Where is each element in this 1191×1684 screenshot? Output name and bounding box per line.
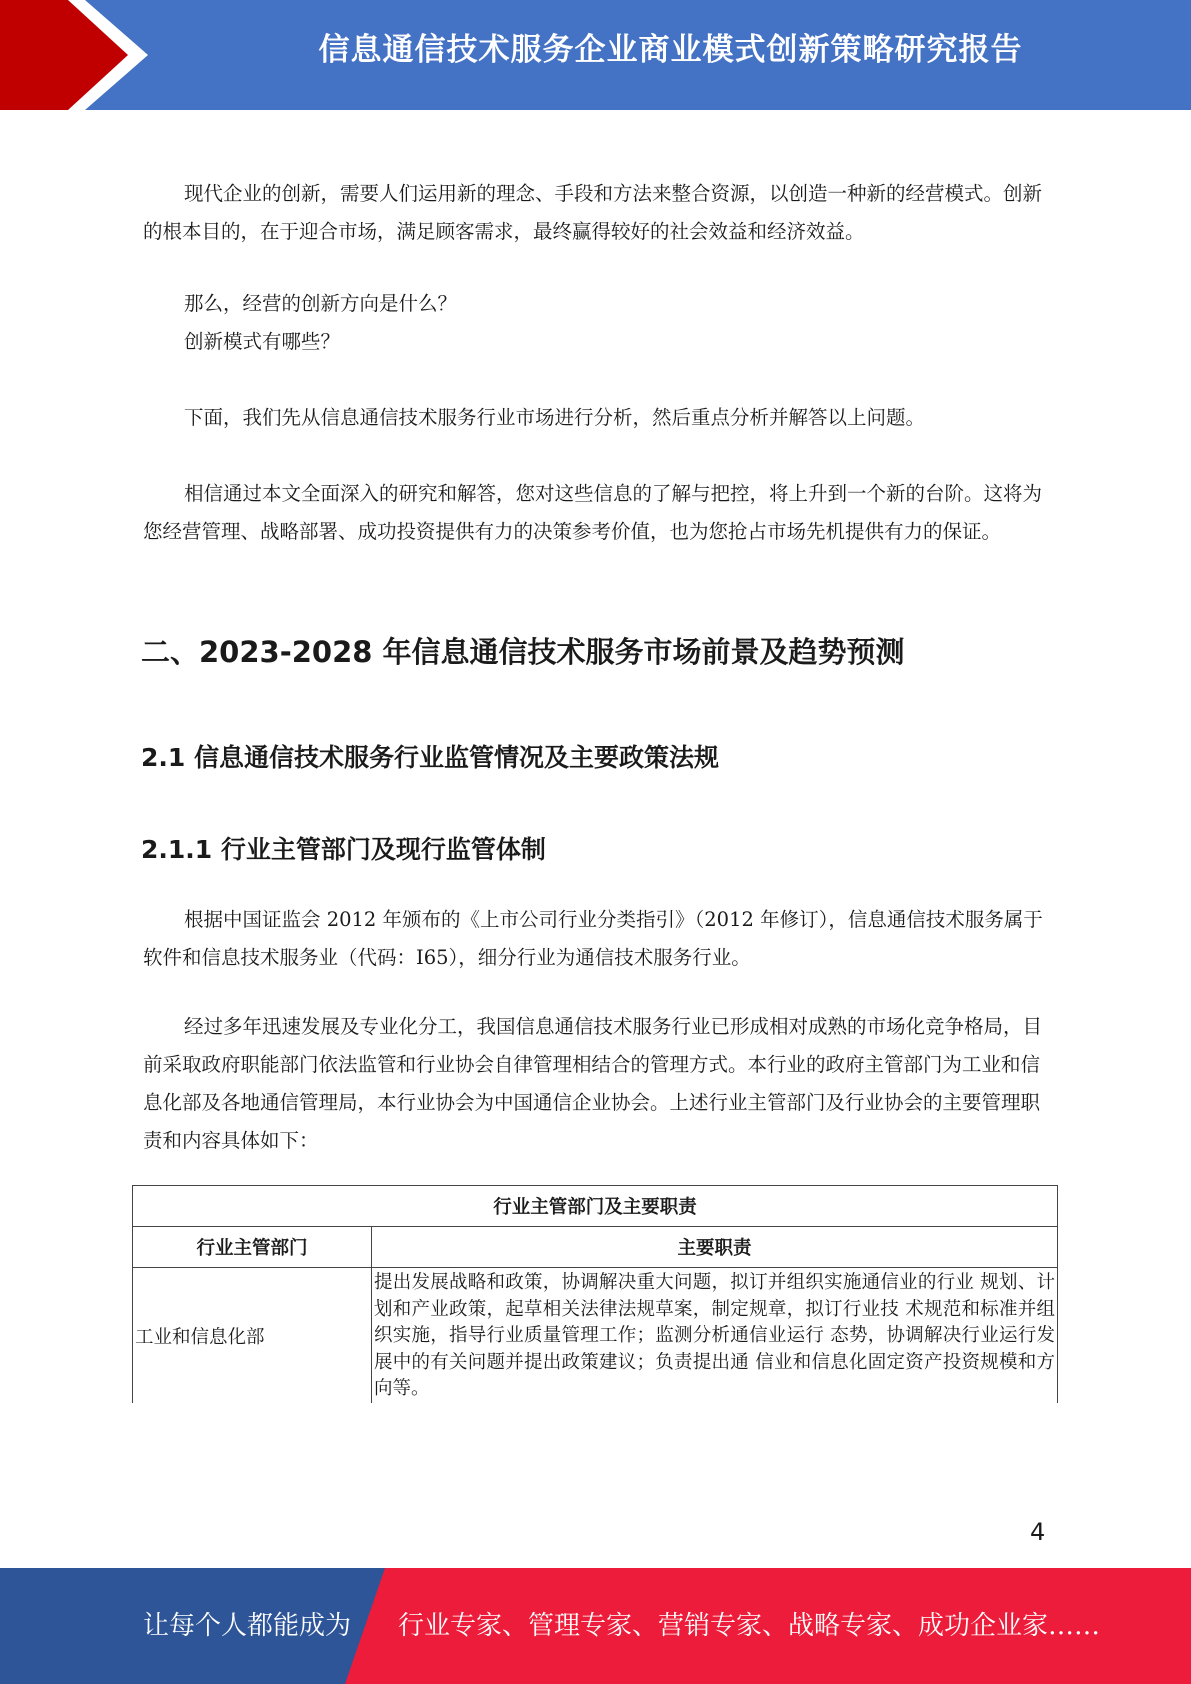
regulators-table [132, 1185, 1058, 1403]
subsection-heading: 2.1 信息通信技术服务行业监管情况及主要政策法规 [141, 743, 719, 772]
column-header-duty: 主要职责 [372, 1227, 1058, 1268]
classification-paragraph: 根据中国证监会 2012 年颁布的《上市公司行业分类指引》（2012 年修订），信息通信技术服务属于软件和信息技术服务业（代码：I65），细分行业为通信技术服务行业。 [143, 908, 1043, 969]
question-direction: 那么，经营的创新方向是什么？ [184, 292, 458, 315]
header-banner [0, 0, 1191, 110]
value-paragraph: 相信通过本文全面深入的研究和解答，您对这些信息的了解与把控，将上升到一个新的台阶。这将为您经营管理、战略部署、成功投资提供有力的决策参考价值，也为您抢占市场先机提供有力的保证。 [143, 482, 1043, 543]
column-header-dept: 行业主管部门 [133, 1227, 372, 1268]
transition-paragraph: 下面，我们先从信息通信技术服务行业市场进行分析，然后重点分析并解答以上问题。 [184, 406, 926, 429]
footer-slogan-right: 行业专家、管理专家、营销专家、战略专家、成功企业家…… [398, 1611, 1101, 1641]
page-number: 4 [1030, 1518, 1046, 1546]
table-row [133, 1268, 1058, 1404]
regulation-paragraph: 经过多年迅速发展及专业化分工，我国信息通信技术服务行业已形成相对成熟的市场化竞争格局，目前采取政府职能部门依法监管和行业协会自律管理相结合的管理方式。本行业的政府主管部门为工业和信息化部及各地通信管理局，本行业协会为中国通信企业协会。上述行业主管部门及行业协会的主要管理职责和内容具体如下： [143, 1015, 1043, 1152]
table-cell-duty: 提出发展战略和政策，协调解决重大问题，拟订并组织实施通信业的行业 规划、计划和产业政策，起草相关法律法规草案，制定规章，拟订行业技 术规范和标准并组织实施，指导行业质量管理工作；监测分析通信业运行 态势，协调解决行业运行发展中的有关问题并提出政策建议；负责提出通 信业和信息化固定资产投资规模和方向等。 [372, 1268, 1058, 1404]
section-heading: 二、2023-2028 年信息通信技术服务市场前景及趋势预测 [141, 635, 905, 669]
document-title: 信息通信技术服务企业商业模式创新策略研究报告 [318, 32, 1023, 68]
question-modes: 创新模式有哪些？ [184, 330, 341, 353]
table-caption: 行业主管部门及主要职责 [133, 1186, 1058, 1227]
footer-banner [0, 1568, 1191, 1684]
subsubsection-heading: 2.1.1 行业主管部门及现行监管体制 [141, 835, 546, 864]
header-arrow-decoration [0, 0, 150, 110]
intro-paragraph: 现代企业的创新，需要人们运用新的理念、手段和方法来整合资源，以创造一种新的经营模式。创新的根本目的，在于迎合市场，满足顾客需求，最终赢得较好的社会效益和经济效益。 [143, 182, 1043, 243]
footer-slogan-left: 让每个人都能成为 [143, 1611, 352, 1641]
table-cell-dept: 工业和信息化部 [133, 1268, 372, 1404]
